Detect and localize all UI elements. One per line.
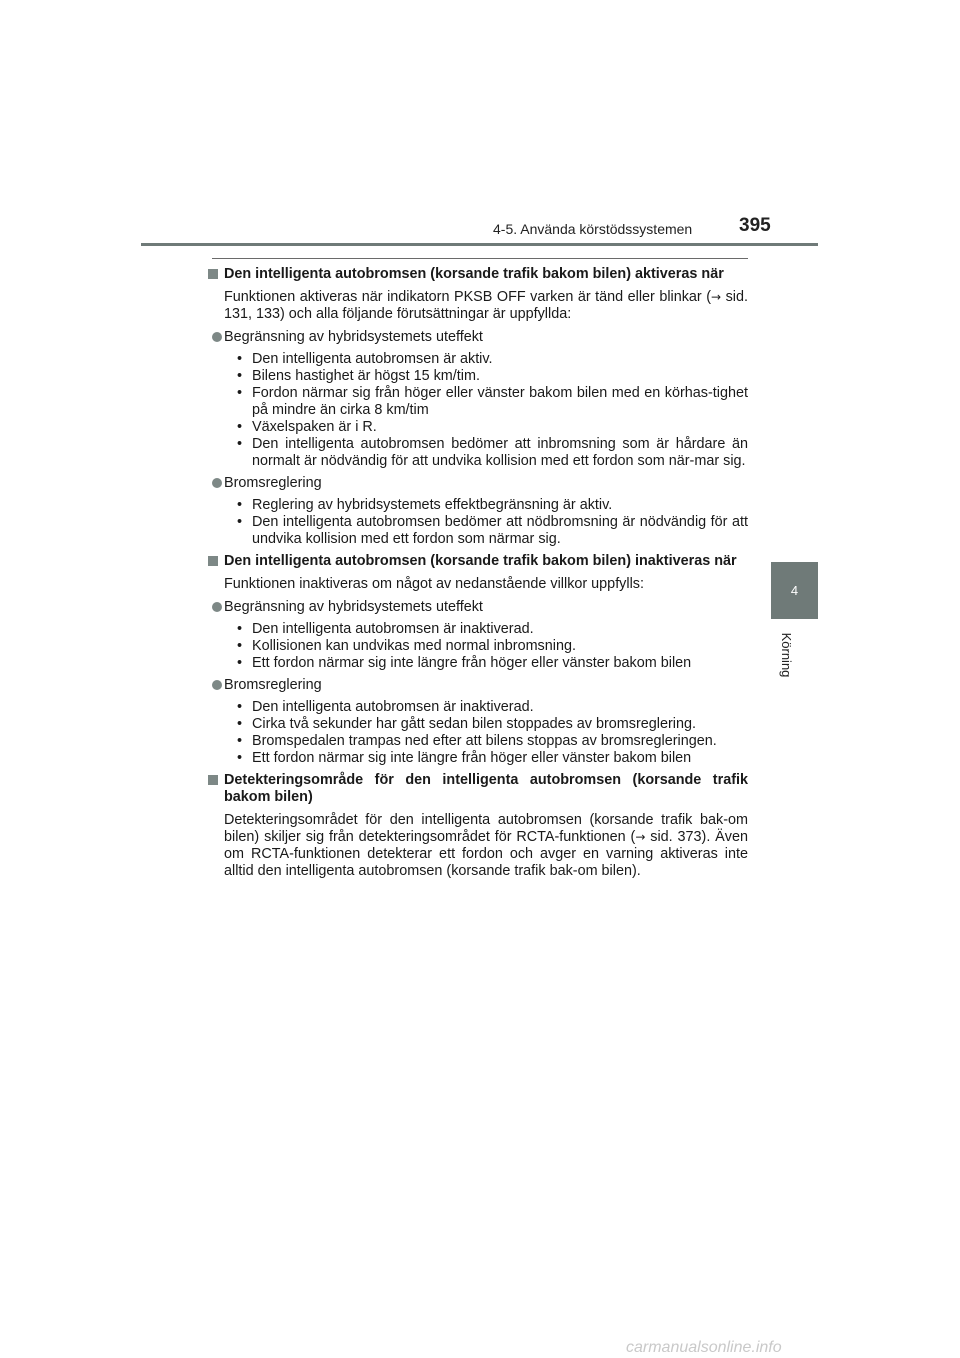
section-heading-text: Den intelligenta autobromsen (korsande trafik bakom bilen) inaktiveras när [224,553,737,569]
reference-arrow-icon: → [635,830,646,844]
condition-item: • Fordon närmar sig från höger eller vänster bakom bilen med en körhas-tighet på mindre än cirka 8 km/tim [237,385,748,419]
circle-bullet-icon [212,680,222,690]
section-heading [207,266,748,283]
condition-group [207,677,748,694]
square-bullet-icon [208,556,218,566]
condition-list [207,699,748,767]
section-paragraph [207,576,748,593]
square-bullet-icon [208,269,218,279]
condition-item: • Kollisionen kan undvikas med normal inbromsning. [237,638,748,655]
condition-list [207,351,748,470]
condition-list [207,621,748,672]
paragraph-text: Funktionen inaktiveras om något av nedanstående villkor uppfylls: [224,576,644,592]
condition-item: • Den intelligenta autobromsen är inaktiverad. [237,621,748,638]
section-paragraph [207,289,748,323]
condition-list [207,497,748,548]
manual-content [207,266,748,886]
condition-group-label: Begränsning av hybridsystemets uteffekt [224,599,483,615]
condition-item: • Den intelligenta autobromsen är aktiv. [237,351,748,368]
section-heading-text: Detekteringsområde för den intelligenta autobromsen (korsande trafik bakom bilen) [224,772,748,805]
condition-item: • Reglering av hybridsystemets effektbegränsning är aktiv. [237,497,748,514]
header-divider [141,243,818,246]
chapter-label: Körning [779,632,794,678]
paragraph-text: Detekteringsområdet för den intelligenta autobromsen (korsande trafik bak-om bilen) skiljer sig från detekteringsområdet för RCTA-funktionen ( [224,812,748,845]
section-heading [207,772,748,806]
condition-group-label: Bromsreglering [224,677,322,693]
page-number: 395 [739,215,771,236]
condition-group-label: Bromsreglering [224,475,322,491]
chapter-number: 4 [790,583,799,598]
running-header-section: 4-5. Använda körstödssystemen [493,221,693,237]
condition-group-label: Begränsning av hybridsystemets uteffekt [224,329,483,345]
paragraph-text: Funktionen aktiveras när indikatorn PKSB OFF varken är tänd eller blinkar ( [224,289,712,305]
condition-item: • Den intelligenta autobromsen bedömer att nödbromsning är nödvändig för att undvika kollision med ett fordon som närmar sig. [237,514,748,548]
condition-item: • Ett fordon närmar sig inte längre från höger eller vänster bakom bilen [237,750,748,767]
condition-group [207,599,748,616]
square-bullet-icon [208,775,218,785]
circle-bullet-icon [212,332,222,342]
watermark: carmanualsonline.info [626,1339,782,1356]
circle-bullet-icon [212,478,222,488]
condition-item: • Bromspedalen trampas ned efter att bilens stoppas av bromsregleringen. [237,733,748,750]
condition-item: • Bilens hastighet är högst 15 km/tim. [237,368,748,385]
section-heading [207,553,748,570]
chapter-tab [771,562,818,619]
condition-item: • Ett fordon närmar sig inte längre från höger eller vänster bakom bilen [237,655,748,672]
condition-group [207,475,748,492]
section-paragraph [207,812,748,880]
condition-item: • Den intelligenta autobromsen bedömer att inbromsning som är hårdare än normalt är nödvändig för att undvika kollision med ett fordon som när-mar sig. [237,436,748,470]
paragraph-text: sid. 131, 133) och alla följande förutsättningar är uppfyllda: [224,289,748,322]
paragraph-text: sid. 373). Även om RCTA-funktionen detekterar ett fordon och avger en varning aktiveras inte alltid den intelligenta autobromsen (korsande trafik bak-om bilen). [224,829,748,879]
condition-item: • Växelspaken är i R. [237,419,748,436]
condition-group [207,329,748,346]
content-top-divider [212,258,748,259]
section-heading-text: Den intelligenta autobromsen (korsande trafik bakom bilen) aktiveras när [224,266,724,282]
condition-item: • Cirka två sekunder har gått sedan bilen stoppades av bromsreglering. [237,716,748,733]
reference-arrow-icon: → [711,290,722,304]
condition-item: • Den intelligenta autobromsen är inaktiverad. [237,699,748,716]
circle-bullet-icon [212,602,222,612]
